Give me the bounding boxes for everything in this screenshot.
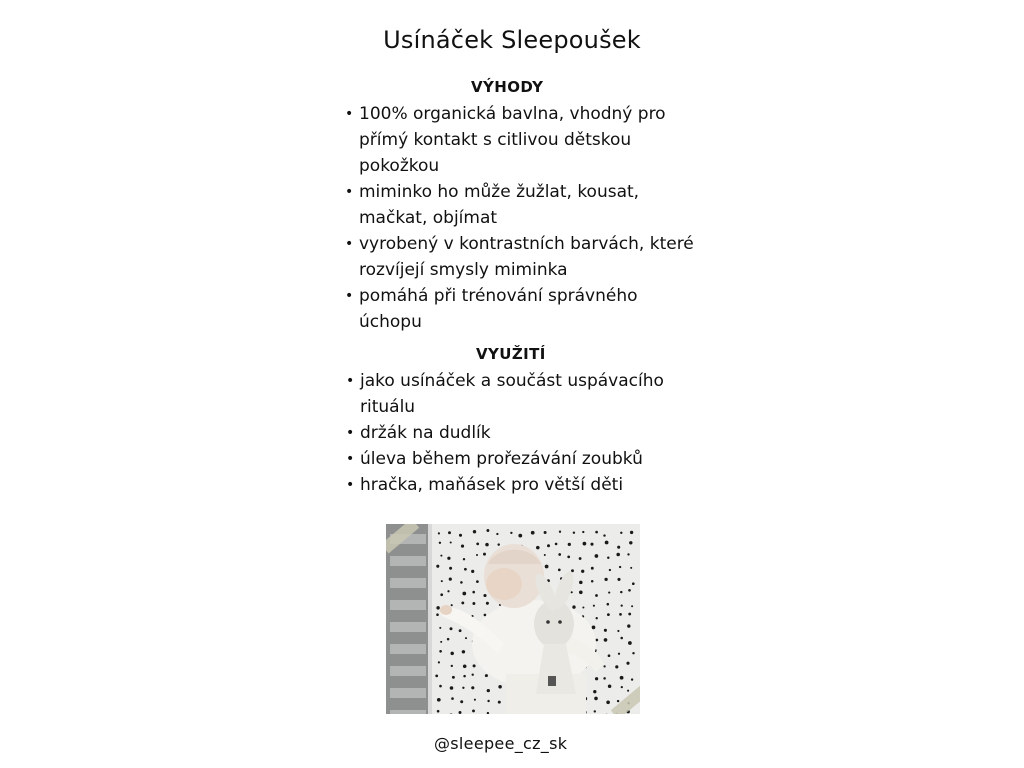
list-item: • vyrobený v kontrastních barvách, které rozvíjejí smysly miminka: [345, 231, 705, 283]
list-item: • držák na dudlík: [346, 420, 706, 446]
page-title: Usínáček Sleepoušek: [383, 26, 641, 54]
list-item: • jako usínáček a součást uspávacího rituálu: [346, 368, 706, 420]
baby-sleeping-icon: [386, 524, 640, 714]
benefits-list: [345, 101, 705, 335]
list-item: • 100% organická bavlna, vhodný pro přímý kontakt s citlivou dětskou pokožkou: [345, 101, 705, 179]
list-item: • miminko ho může žužlat, kousat, mačkat, objímat: [345, 179, 705, 231]
list-item: • hračka, maňásek pro větší děti: [346, 472, 706, 498]
usage-list: [346, 368, 706, 498]
list-item: • pomáhá při trénování správného úchopu: [345, 283, 705, 335]
social-handle: @sleepee_cz_sk: [434, 734, 568, 753]
list-item: • úleva během prořezávání zoubků: [346, 446, 706, 472]
baby-sleeping-photo: [386, 524, 640, 714]
usage-heading: VYUŽITÍ: [476, 345, 546, 363]
benefits-heading: VÝHODY: [471, 78, 544, 96]
